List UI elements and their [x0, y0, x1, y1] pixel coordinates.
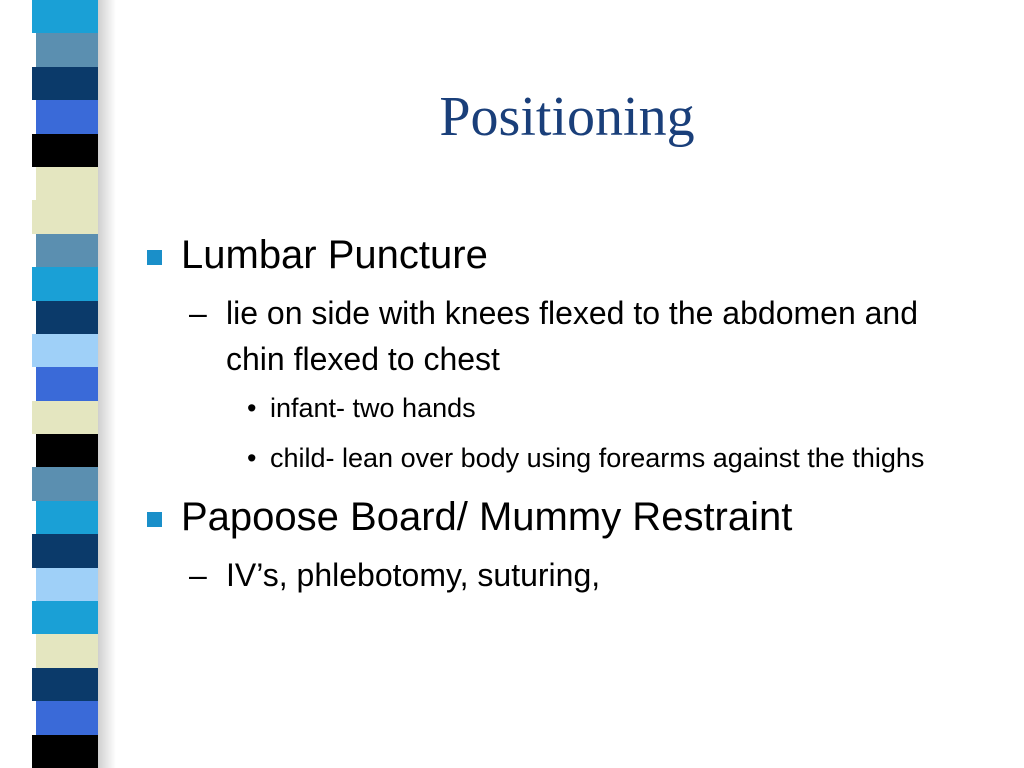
- band-stripe: [36, 701, 98, 734]
- band-stripe: [32, 735, 98, 768]
- square-bullet-icon: [147, 512, 162, 527]
- dot-marker: •: [247, 393, 257, 423]
- bullet-papoose-board: [145, 494, 975, 540]
- band-stripe: [32, 0, 98, 33]
- band-stripe: [32, 534, 98, 567]
- band-stripe: [32, 467, 98, 500]
- sub-bullet-text: lie on side with knees flexed to the abdomen and chin flexed to chest: [226, 295, 919, 377]
- band-stripe: [36, 33, 98, 66]
- sub-sub-bullet-infant: [243, 388, 975, 428]
- slide-title: Positioning: [439, 86, 695, 148]
- dash-marker: –: [189, 295, 207, 331]
- band-stripe: [32, 334, 98, 367]
- band-stripe: [36, 301, 98, 334]
- band-stripe: [36, 501, 98, 534]
- band-stripe: [32, 200, 98, 233]
- bullet-lumbar-puncture: [145, 232, 975, 278]
- square-bullet-icon: [147, 250, 162, 265]
- band-stripe: [32, 401, 98, 434]
- bullet-text: Lumbar Puncture: [181, 233, 488, 277]
- bullet-text: Papoose Board/ Mummy Restraint: [181, 495, 793, 539]
- sub-sub-bullet-text: infant- two hands: [270, 393, 476, 423]
- band-stripe: [36, 568, 98, 601]
- dash-marker: –: [189, 557, 207, 593]
- dot-marker: •: [247, 443, 257, 473]
- sub-bullet-positioning: [189, 290, 975, 382]
- sub-sub-bullet-child: [243, 438, 975, 478]
- sub-sub-bullet-text: child- lean over body using forearms against the thighs: [270, 443, 925, 473]
- slide-content: [145, 232, 975, 604]
- band-stripe: [36, 234, 98, 267]
- band-stripe: [32, 668, 98, 701]
- band-stripe: [32, 601, 98, 634]
- band-stripe: [36, 434, 98, 467]
- band-stripe: [36, 367, 98, 400]
- band-stripe: [36, 167, 98, 200]
- band-stripe: [36, 634, 98, 667]
- sub-bullet-text: IV’s, phlebotomy, suturing,: [226, 557, 601, 593]
- sub-bullet-procedures: [189, 552, 975, 598]
- band-stripe: [32, 267, 98, 300]
